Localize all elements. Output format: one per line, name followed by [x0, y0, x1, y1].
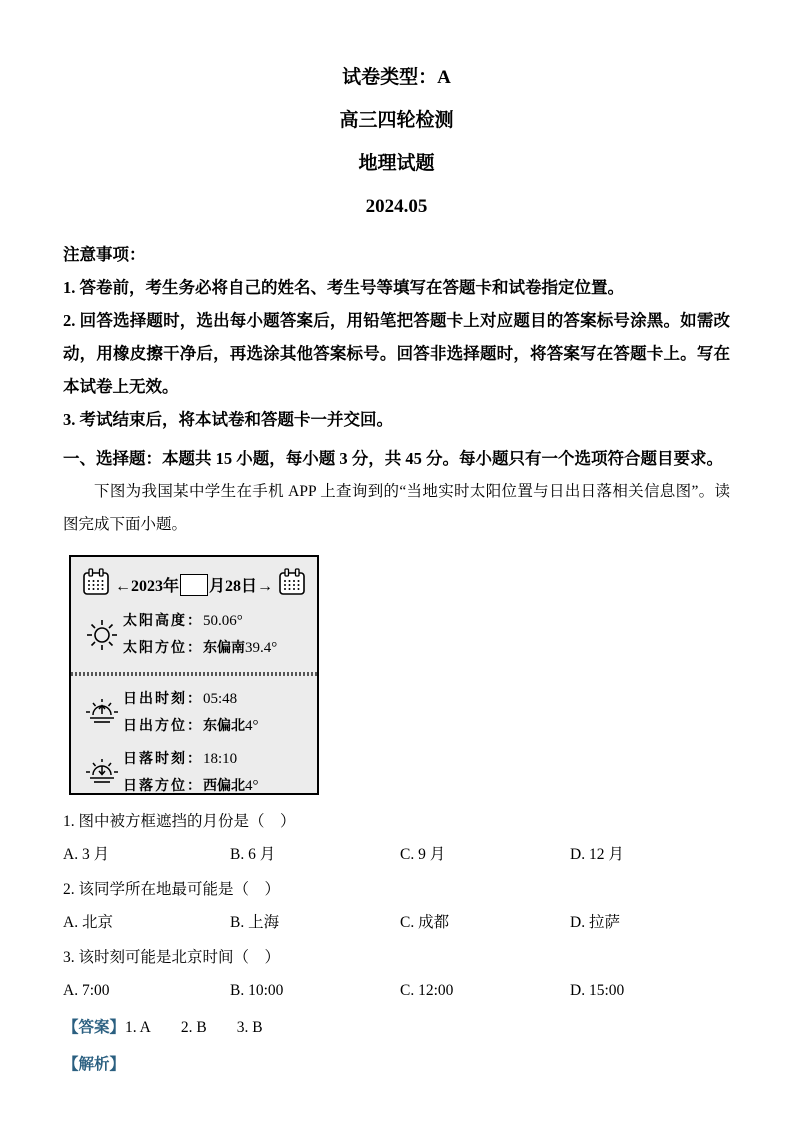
- sun-azimuth-value: 39.4°: [245, 640, 278, 656]
- question-intro: 下图为我国某中学生在手机 APP 上查询到的“当地实时太阳位置与日出日落相关信息图”。读图完成下面小题。: [63, 483, 730, 533]
- analysis-label: 【解析】: [63, 1056, 126, 1073]
- sunset-time-label: 日落时刻：: [123, 752, 203, 767]
- sun-position-block: [71, 602, 317, 662]
- sunset-block: [71, 740, 317, 800]
- sun-azimuth-label: 太阳方位：: [123, 641, 203, 656]
- subject-title: 地理试题: [358, 153, 435, 174]
- sun-altitude-label: 太阳高度：: [123, 614, 203, 629]
- sun-azimuth-line: [123, 635, 277, 662]
- sun-icon: [81, 616, 123, 654]
- calendar-icon: [277, 567, 307, 602]
- sunrise-time-line: [123, 686, 259, 713]
- notice-item-1: 1. 答卷前，考生务必将自己的姓名、考生号等填写在答题卡和试卷指定位置。: [63, 278, 624, 297]
- sunset-azimuth-value: 4°: [245, 778, 259, 794]
- exam-date: 2024.05: [365, 196, 428, 217]
- question-3-text: 3. 该时刻可能是北京时间（ ）: [63, 949, 281, 966]
- option-1d: D. 12 月: [570, 846, 624, 863]
- option-2a: A. 北京: [63, 914, 113, 931]
- answer-label: 【答案】: [63, 1019, 126, 1036]
- sunset-azimuth-label: 日落方位：: [123, 779, 203, 794]
- question-2-options: [63, 906, 730, 939]
- section-heading: 一、选择题：本题共 15 小题，每小题 3 分，共 45 分。每小题只有一个选项符合题目要求。: [63, 449, 723, 468]
- paper-type: 试卷类型：A: [342, 67, 451, 88]
- answer-3: 3. B: [236, 1019, 263, 1036]
- question-1-options: [63, 838, 730, 871]
- option-3b: B. 10:00: [230, 982, 284, 999]
- notice-item-2: 2. 回答选择题时，选出每小题答案后，用铅笔把答题卡上对应题目的答案标号涂黑。如需改动，用橡皮擦干净后，再选涂其他答案标号。回答非选择题时，将答案写在答题卡上。写在本试卷上无效。: [63, 311, 730, 396]
- option-2b: B. 上海: [230, 914, 280, 931]
- question-2-text: 2. 该同学所在地最可能是（ ）: [63, 881, 281, 898]
- sunrise-block: [71, 680, 317, 740]
- sun-altitude-value: 50.06°: [203, 613, 243, 629]
- hidden-month-box: [180, 574, 208, 596]
- sunrise-time-value: 05:48: [203, 691, 238, 707]
- sunrise-icon: [81, 697, 123, 729]
- option-1a: A. 3 月: [63, 846, 110, 863]
- question-1-text: 1. 图中被方框遮挡的月份是（ ）: [63, 813, 296, 830]
- option-3c: C. 12:00: [400, 982, 454, 999]
- option-1b: B. 6 月: [230, 846, 276, 863]
- option-1c: C. 9 月: [400, 846, 446, 863]
- sunrise-time-label: 日出时刻：: [123, 692, 203, 707]
- notice-heading: 注意事项：: [63, 245, 146, 264]
- calendar-icon: [81, 567, 111, 602]
- date-left-text: ←2023年: [114, 578, 179, 595]
- option-3a: A. 7:00: [63, 982, 110, 999]
- sunrise-azimuth-direction: 东偏北: [203, 719, 245, 734]
- option-2d: D. 拉萨: [570, 914, 620, 931]
- option-3d: D. 15:00: [570, 982, 625, 999]
- question-3-options: [63, 974, 730, 1007]
- answer-2: 2. B: [180, 1019, 207, 1036]
- option-2c: C. 成都: [400, 914, 450, 931]
- sunset-time-line: [123, 746, 259, 773]
- sunrise-azimuth-value: 4°: [245, 718, 259, 734]
- notice-item-3: 3. 考试结束后，将本试卷和答题卡一并交回。: [63, 410, 393, 429]
- sunset-azimuth-direction: 西偏北: [203, 779, 245, 794]
- sun-azimuth-direction: 东偏南: [203, 641, 245, 656]
- sunset-icon: [81, 757, 123, 789]
- dotted-separator: [71, 672, 317, 676]
- app-screenshot-figure: [69, 555, 319, 795]
- exam-title: 高三四轮检测: [339, 110, 454, 131]
- sunrise-azimuth-line: [123, 713, 259, 740]
- analysis-row: [63, 1048, 730, 1081]
- sunrise-azimuth-label: 日出方位：: [123, 719, 203, 734]
- date-right-text: 月28日→: [209, 578, 274, 595]
- figure-date-row: [71, 557, 317, 602]
- answer-row: [63, 1011, 730, 1044]
- sunset-azimuth-line: [123, 773, 259, 800]
- figure-date-text: [115, 573, 273, 596]
- answer-1: 1. A: [125, 1019, 151, 1036]
- sunset-time-value: 18:10: [203, 751, 238, 767]
- sun-altitude-line: [123, 608, 277, 635]
